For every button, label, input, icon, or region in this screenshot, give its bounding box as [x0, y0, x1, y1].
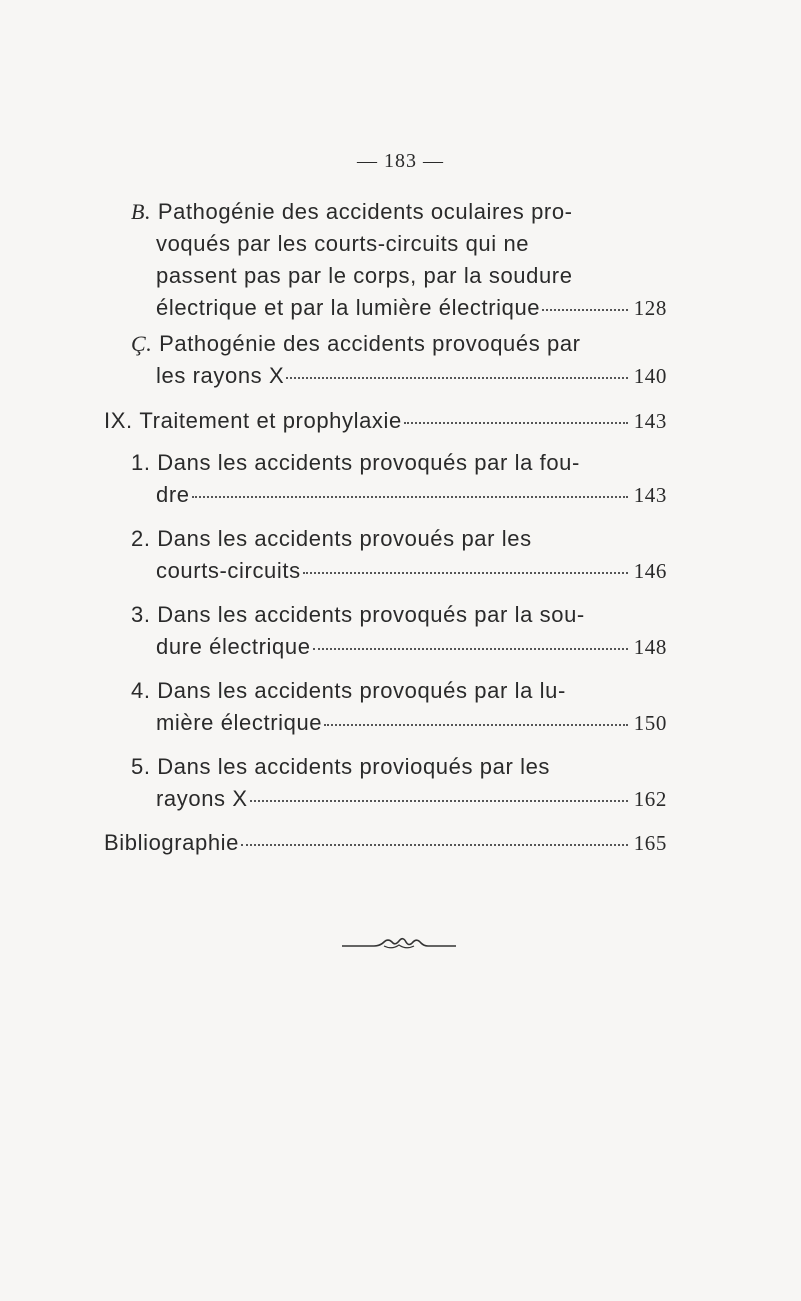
entry-line: mière électrique	[156, 710, 323, 735]
toc-entry-bibliographie	[104, 827, 667, 859]
entry-marker: 5.	[131, 754, 151, 779]
entry-marker: 2.	[131, 526, 151, 551]
toc-entry-4	[131, 675, 667, 739]
entry-page: 146	[633, 559, 667, 583]
entry-line: Dans les accidents provoqués par la lu-	[157, 678, 566, 703]
entry-marker: B.	[131, 199, 152, 224]
entry-page: 150	[633, 711, 667, 735]
entry-page: 128	[633, 296, 667, 320]
entry-marker: IX.	[104, 408, 133, 433]
entry-marker: 3.	[131, 602, 151, 627]
toc-entry-1	[131, 447, 667, 511]
toc-entry-c	[131, 328, 667, 392]
entry-line: Bibliographie	[104, 830, 239, 855]
entry-line: passent pas par le corps, par la soudure	[156, 263, 573, 288]
entry-marker: 1.	[131, 450, 151, 475]
leader-dots	[542, 289, 628, 311]
toc-entry-5	[131, 751, 667, 815]
entry-page: 143	[633, 409, 667, 433]
ornament-flourish	[340, 937, 458, 951]
leader-dots	[313, 628, 628, 650]
entry-page: 140	[633, 364, 667, 388]
entry-page: 162	[633, 787, 667, 811]
leader-dots	[241, 824, 628, 846]
entry-line: Pathogénie des accidents provoqués par	[159, 331, 581, 356]
leader-dots	[303, 552, 628, 574]
toc-entry-b	[131, 196, 667, 324]
entry-line: les rayons X	[156, 363, 285, 388]
entry-line: Dans les accidents provioqués par les	[157, 754, 551, 779]
entry-page: 143	[633, 483, 667, 507]
entry-line: Dans les accidents provoqués par la sou-	[157, 602, 585, 627]
page-number: — 183 —	[357, 150, 444, 172]
toc-entry-3	[131, 599, 667, 663]
entry-line: électrique et par la lumière électrique	[156, 295, 541, 320]
entry-line: dure électrique	[156, 634, 311, 659]
leader-dots	[192, 476, 628, 498]
entry-line: Dans les accidents provoqués par la fou-	[157, 450, 580, 475]
toc-entry-ix	[104, 405, 667, 437]
leader-dots	[324, 704, 628, 726]
entry-line: Traitement et prophylaxie	[139, 408, 402, 433]
entry-line: Pathogénie des accidents oculaires pro-	[157, 199, 573, 224]
entry-marker: 4.	[131, 678, 151, 703]
leader-dots	[404, 402, 628, 424]
entry-line: dre	[156, 482, 190, 507]
entry-line: courts-circuits	[156, 558, 301, 583]
entry-page: 148	[633, 635, 667, 659]
entry-marker: Ç.	[131, 331, 153, 356]
entry-line: Dans les accidents provoués par les	[157, 526, 532, 551]
toc-entry-2	[131, 523, 667, 587]
entry-page: 165	[633, 831, 667, 855]
entry-line: voqués par les courts-circuits qui ne	[156, 231, 530, 256]
leader-dots	[286, 357, 627, 379]
entry-line: rayons X	[156, 786, 248, 811]
leader-dots	[250, 780, 628, 802]
